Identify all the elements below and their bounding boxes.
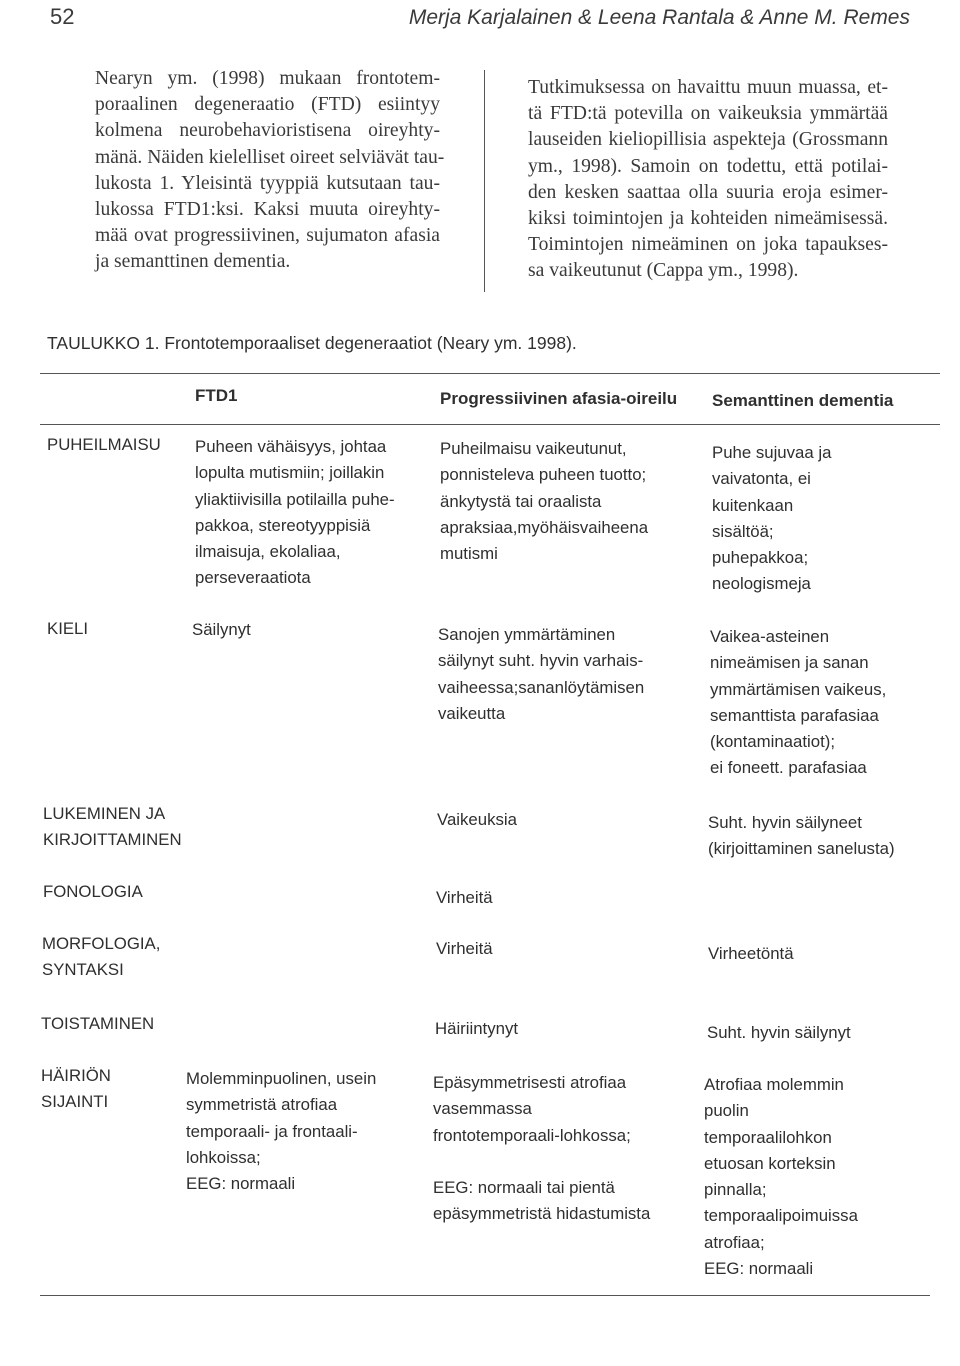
cell-line: Virheitä [436,939,493,958]
row-label-line: SIJAINTI [41,1092,109,1112]
row-label-toistaminen [41,1011,154,1037]
cell-line: Atrofiaa molemmin [704,1075,844,1094]
running-head: Merja Karjalainen & Leena Rantala & Anne M. Remes [408,6,910,29]
intro-left-line: lukosta 1. Yleisintä tyyppiä kutsutaan tau- [95,172,440,194]
cell-line: Vaikeuksia [437,810,517,829]
cell-line: semanttista parafasiaa [710,705,879,725]
cell-line: (kirjoittaminen sanelusta) [708,839,895,859]
intro-right-line: Tutkimuksessa on havaittu muun muassa, et- [528,77,888,98]
intro-left-line: kolmena neurobehavioristisena oireyhty- [95,120,440,142]
intro-left-line: mää ovat progressiivinen, sujumaton afasia [95,225,440,247]
cell-hairion-sijainti-ftd1 [186,1066,376,1197]
cell-line: vasemmassa [433,1099,532,1119]
cell-line: sisältöä; [712,521,774,541]
cell-line: temporaalipoimuissa [704,1206,858,1226]
page-number: 52 [50,4,75,29]
cell-line: Häiriintynyt [435,1019,518,1038]
cell-line: vaivatonta, ei [712,469,811,489]
cell-line: lopulta mutismiin; joillakin [195,463,385,483]
row-label-line: PUHEILMAISU [47,435,161,454]
cell-line: pinnalla; [704,1180,767,1200]
cell-morfologia-sd [708,941,794,967]
intro-right-column [528,75,888,285]
cell-line: frontotemporaali-lohkossa; [433,1125,631,1145]
table-caption: TAULUKKO 1. Frontotemporaaliset degeneraatiot (Neary ym. 1998). [47,333,577,353]
column-header-progressive-aphasia: Progressiivinen afasia-oireilu [440,389,678,408]
cell-line: etuosan korteksin [704,1153,836,1173]
intro-right-line: sa vaikeutunut (Cappa ym., 1998). [528,260,799,282]
cell-morfologia-pa [436,936,493,962]
cell-line: mutismi [440,544,498,564]
cell-line: yliaktiivisilla potilailla puhe- [195,489,395,509]
cell-line: lohkoissa; [186,1147,261,1167]
cell-line: pakkoa, stereotyyppisiä [195,515,371,535]
cell-line: epäsymmetristä hidastumista [433,1204,651,1224]
intro-left-line: mänä. Näiden kielelliset oireet selviävät tau- [95,146,445,168]
intro-right-line: kiksi toimintojen ja kohteiden nimeämisessä. [528,208,888,230]
cell-line: säilynyt suht. hyvin varhais- [438,651,644,671]
cell-kieli-sd [710,624,886,782]
row-label-line: MORFOLOGIA, [42,934,161,953]
cell-line: Virheitä [436,888,493,907]
row-label-fonologia [43,879,143,905]
cell-line [433,1149,650,1175]
cell-lukeminen-sd [708,810,895,863]
cell-line: vaiheessa;sananlöytämisen [438,677,645,697]
cell-line: Säilynyt [192,620,251,639]
cell-line: Sanojen ymmärtäminen [438,625,616,644]
cell-line: puolin [704,1101,749,1121]
column-header-ftd1: FTD1 [195,386,238,405]
cell-line: Puheilmaisu vaikeutunut, [440,439,627,458]
row-label-line: LUKEMINEN JA [43,804,166,823]
cell-line: apraksiaa,myöhäisvaiheena [440,517,649,537]
cell-line: ei foneett. parafasiaa [710,758,867,778]
table-bottom-rule [40,1295,930,1296]
intro-left-line: poraalinen degeneraatio (FTD) esiintyy [95,94,440,116]
cell-line: änkytystä tai oraalista [440,491,602,511]
cell-puheilmaisu-pa [440,436,648,567]
intro-right-line: ym., 1998). Samoin on todettu, että potilai- [528,155,888,177]
cell-line: nimeämisen ja sanan [710,653,869,673]
intro-right-line: den kesken saattaa olla suuria eroja esimer- [528,181,888,203]
cell-line: puhepakkoa; [712,548,809,568]
cell-line: symmetristä atrofiaa [186,1095,338,1115]
cell-line: temporaali- ja frontaali- [186,1121,358,1141]
cell-line: vaikeutta [438,703,506,723]
cell-fonologia-pa [436,885,493,911]
cell-lukeminen-pa [437,807,517,833]
column-header-semantic-dementia: Semanttinen dementia [712,391,894,410]
row-label-hairion-sijainti [41,1063,111,1116]
cell-kieli-pa [438,622,644,727]
intro-right-line: Toimintojen nimeäminen on joka tapaukses- [528,234,888,256]
cell-line: EEG: normaali tai pientä [433,1177,615,1197]
cell-line: Puheen vähäisyys, johtaa [195,437,387,456]
cell-line: EEG: normaali [186,1174,296,1194]
cell-kieli-ftd1 [192,617,251,643]
row-label-line: KIRJOITTAMINEN [43,830,182,850]
intro-left-column [95,66,445,276]
cell-line: (kontaminaatiot); [710,732,835,752]
cell-line: kuitenkaan [712,495,794,515]
cell-hairion-sijainti-pa [433,1070,650,1227]
intro-right-line: tä FTD:tä potevilla on vaikeuksia ymmärtää [528,103,888,125]
cell-line: temporaalilohkon [704,1127,832,1147]
row-label-morfologia [42,931,160,984]
row-label-line: FONOLOGIA [43,882,143,901]
row-label-puheilmaisu [47,432,161,458]
intro-right-line: lauseiden kieliopillisia aspekteja (Grossmann [528,129,888,151]
row-label-lukeminen [43,801,182,854]
cell-line: ponnisteleva puheen tuotto; [440,465,647,485]
cell-line: Suht. hyvin säilynyt [707,1023,851,1042]
row-label-line: SYNTAKSI [42,960,124,980]
cell-line: ilmaisuja, ekolaliaa, [195,542,341,562]
intro-left-line: lukossa FTD1:ksi. Kaksi muuta oireyhty- [95,199,440,221]
intro-left-line: ja semanttinen dementia. [95,251,291,273]
cell-toistaminen-sd [707,1020,851,1046]
cell-line: atrofiaa; [704,1232,765,1252]
table-header-rule [40,424,940,425]
cell-puheilmaisu-sd [712,440,831,598]
cell-line: Suht. hyvin säilyneet [708,813,862,832]
row-label-line: HÄIRIÖN [41,1066,111,1085]
cell-toistaminen-pa [435,1016,518,1042]
cell-line: Puhe sujuvaa ja [712,443,832,462]
row-label-line: KIELI [47,619,89,638]
column-divider [484,70,485,292]
cell-line: Vaikea-asteinen [710,627,830,646]
cell-hairion-sijainti-sd [704,1072,858,1282]
cell-line: EEG: normaali [704,1259,814,1279]
cell-line: Molemminpuolinen, usein [186,1069,377,1088]
cell-line: Epäsymmetrisesti atrofiaa [433,1073,627,1092]
row-label-kieli [47,616,88,642]
cell-line: ymmärtämisen vaikeus, [710,679,887,699]
row-label-line: TOISTAMINEN [41,1014,155,1033]
cell-line: Virheetöntä [708,944,794,963]
cell-puheilmaisu-ftd1 [195,434,395,592]
table-top-rule [40,373,940,374]
intro-left-line: Nearyn ym. (1998) mukaan frontotem- [95,68,440,89]
cell-line: neologismeja [712,574,811,594]
cell-line: perseveraatiota [195,568,311,588]
